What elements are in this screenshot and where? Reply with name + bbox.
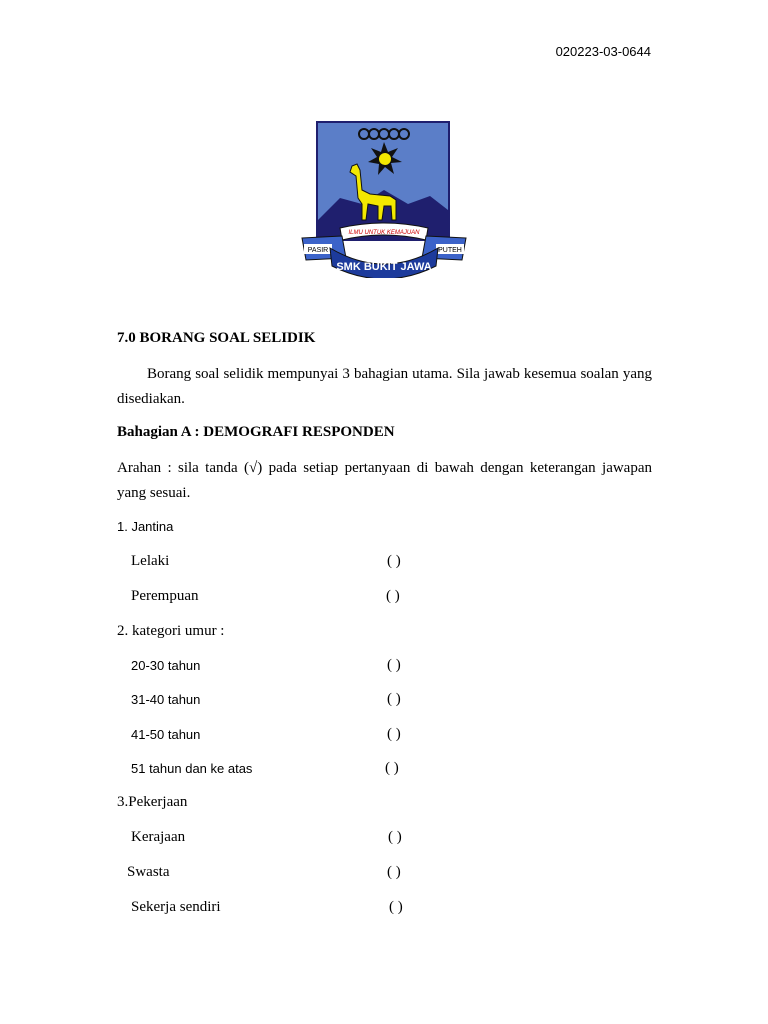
checkbox-20-30[interactable]: ( ) [387, 657, 401, 673]
option-41-50: 41-50 tahun [131, 727, 201, 742]
question-3-label: 3.Pekerjaan [117, 794, 188, 810]
logo-left-label: PASIR [307, 247, 329, 254]
option-lelaki: Lelaki [131, 553, 170, 569]
part-a-title: Bahagian A : DEMOGRAFI RESPONDEN [117, 424, 395, 440]
checkbox-31-40[interactable]: ( ) [387, 691, 401, 707]
checkbox-perempuan[interactable]: ( ) [386, 588, 400, 604]
question-2-label: 2. kategori umur : [117, 623, 225, 639]
intro-paragraph: Borang soal selidik mempunyai 3 bahagian utama. Sila jawab kesemua soalan yang disediakan. [117, 366, 652, 407]
option-20-30: 20-30 tahun [131, 658, 201, 673]
option-sekerja-sendiri: Sekerja sendiri [131, 899, 221, 915]
checkbox-kerajaan[interactable]: ( ) [388, 829, 402, 845]
checkbox-41-50[interactable]: ( ) [387, 726, 401, 742]
checkbox-swasta[interactable]: ( ) [387, 864, 401, 880]
option-31-40: 31-40 tahun [131, 692, 201, 707]
document-id: 020223-03-0644 [555, 44, 651, 59]
logo-right-label: PUTEH [438, 247, 462, 254]
instruction-paragraph: Arahan : sila tanda (√) pada setiap pertanyaan di bawah dengan keterangan jawapan yang sesuai. [117, 460, 652, 501]
section-title: 7.0 BORANG SOAL SELIDIK [117, 330, 316, 346]
checkbox-lelaki[interactable]: ( ) [387, 553, 401, 569]
logo-school-name: SMK BUKIT JAWA [336, 261, 432, 273]
logo-motto: ILMU UNTUK KEMAJUAN [348, 230, 420, 236]
option-kerajaan: Kerajaan [131, 829, 186, 845]
checkbox-sekerja-sendiri[interactable]: ( ) [389, 899, 403, 915]
option-51-above: 51 tahun dan ke atas [131, 761, 253, 776]
school-crest-logo [300, 120, 468, 278]
checkbox-51-above[interactable]: ( ) [385, 760, 399, 776]
question-1-label: 1. Jantina [117, 519, 174, 534]
option-perempuan: Perempuan [131, 588, 199, 604]
option-swasta: Swasta [127, 864, 170, 880]
